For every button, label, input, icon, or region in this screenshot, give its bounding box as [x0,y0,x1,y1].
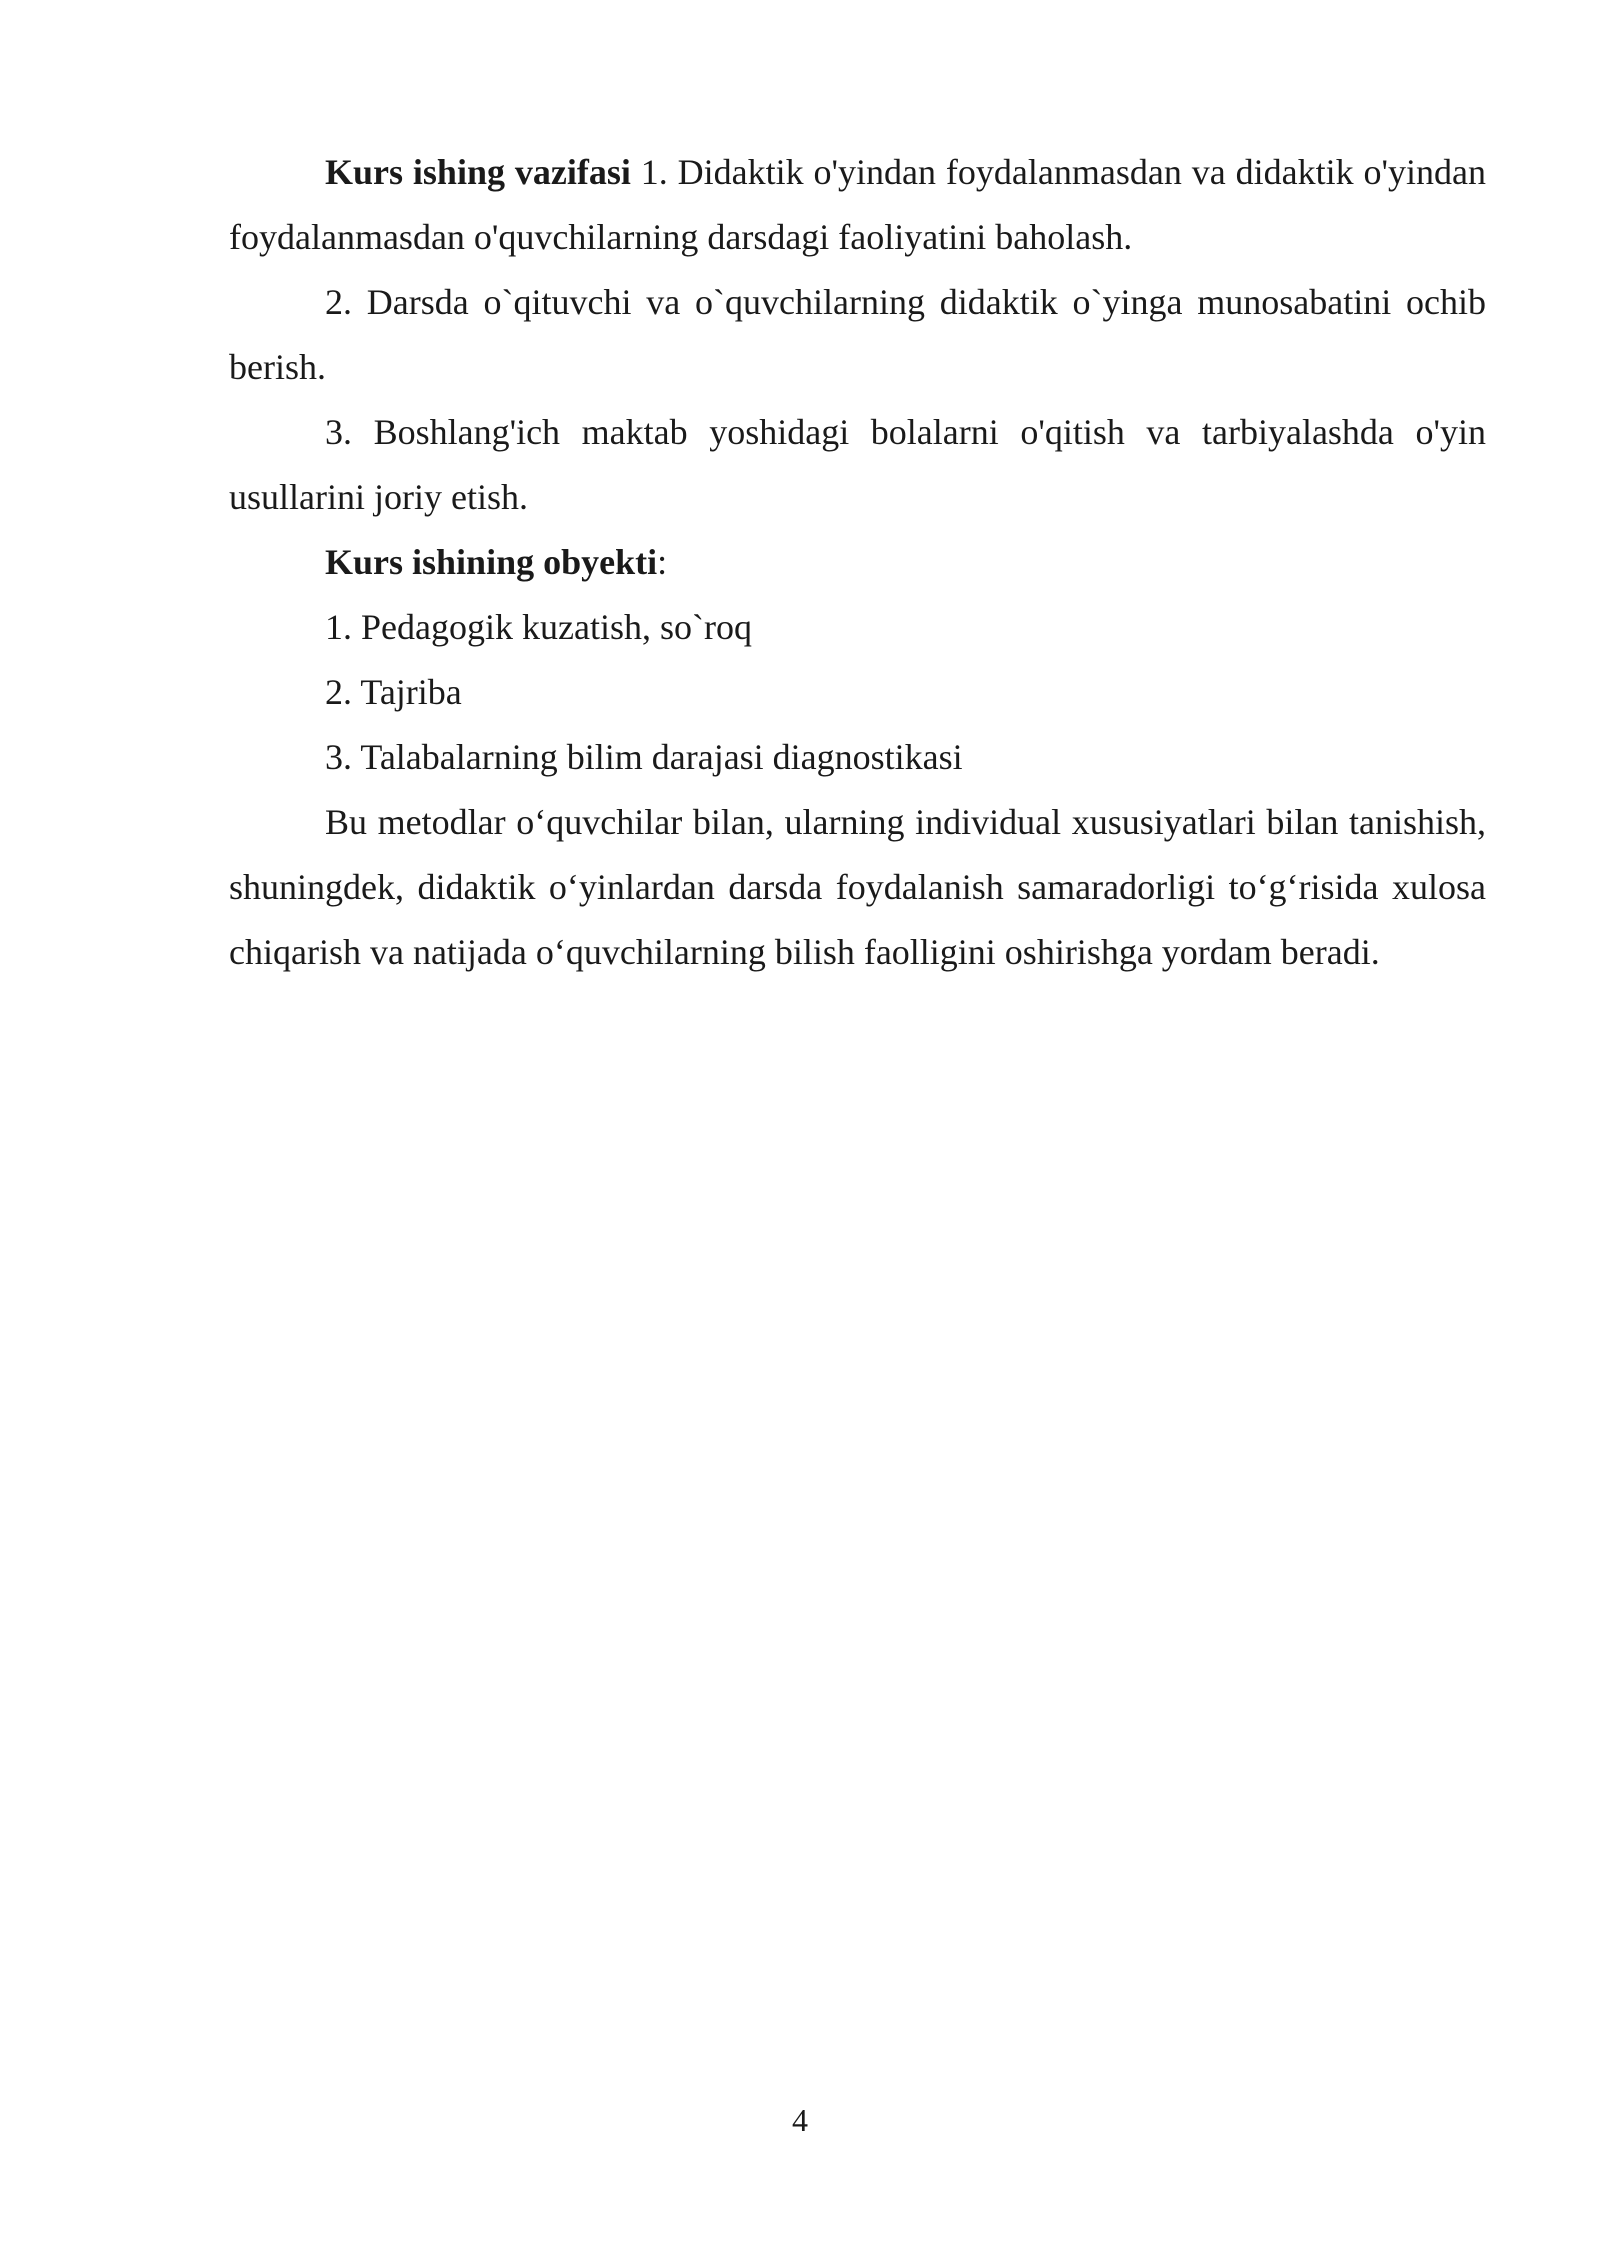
task-heading: Kurs ishing vazifasi [325,152,631,192]
object-item-2: 2. Tajriba [325,672,462,712]
object-heading-paragraph [229,530,1486,595]
object-item-1: 1. Pedagogik kuzatish, so`roq [325,607,752,647]
conclusion-paragraph: Bu metodlar o‘quvchilar bilan, ularning individual xususiyatlari bilan tanishish, shuningdek, didaktik o‘yinlardan darsda foydalanish samaradorligi to‘g‘risida xulosa chiqarish va natijada o‘quvchilarning bilish faolligini oshirishga yordam beradi. [229,802,1486,972]
object-item-3: 3. Talabalarning bilim darajasi diagnostikasi [325,737,963,777]
document-body [229,140,1486,985]
task-paragraph-3: 3. Boshlang'ich maktab yoshidagi bolalarni o'qitish va tarbiyalashda o'yin usullarini joriy etish. [229,412,1486,517]
object-heading-colon: : [657,542,668,582]
page-number: 4 [792,2102,808,2138]
task-paragraph-1 [229,140,1486,270]
task-paragraph-2: 2. Darsda o`qituvchi va o`quvchilarning didaktik o`yinga munosabatini ochib berish. [229,282,1486,387]
object-heading: Kurs ishining obyekti [325,542,658,582]
task-1-text: 1. Didaktik o'yindan foydalanmasdan va didaktik o'yindan foydalanmasdan o'quvchilarning darsdagi faoliyatini baholash. [229,152,1486,257]
